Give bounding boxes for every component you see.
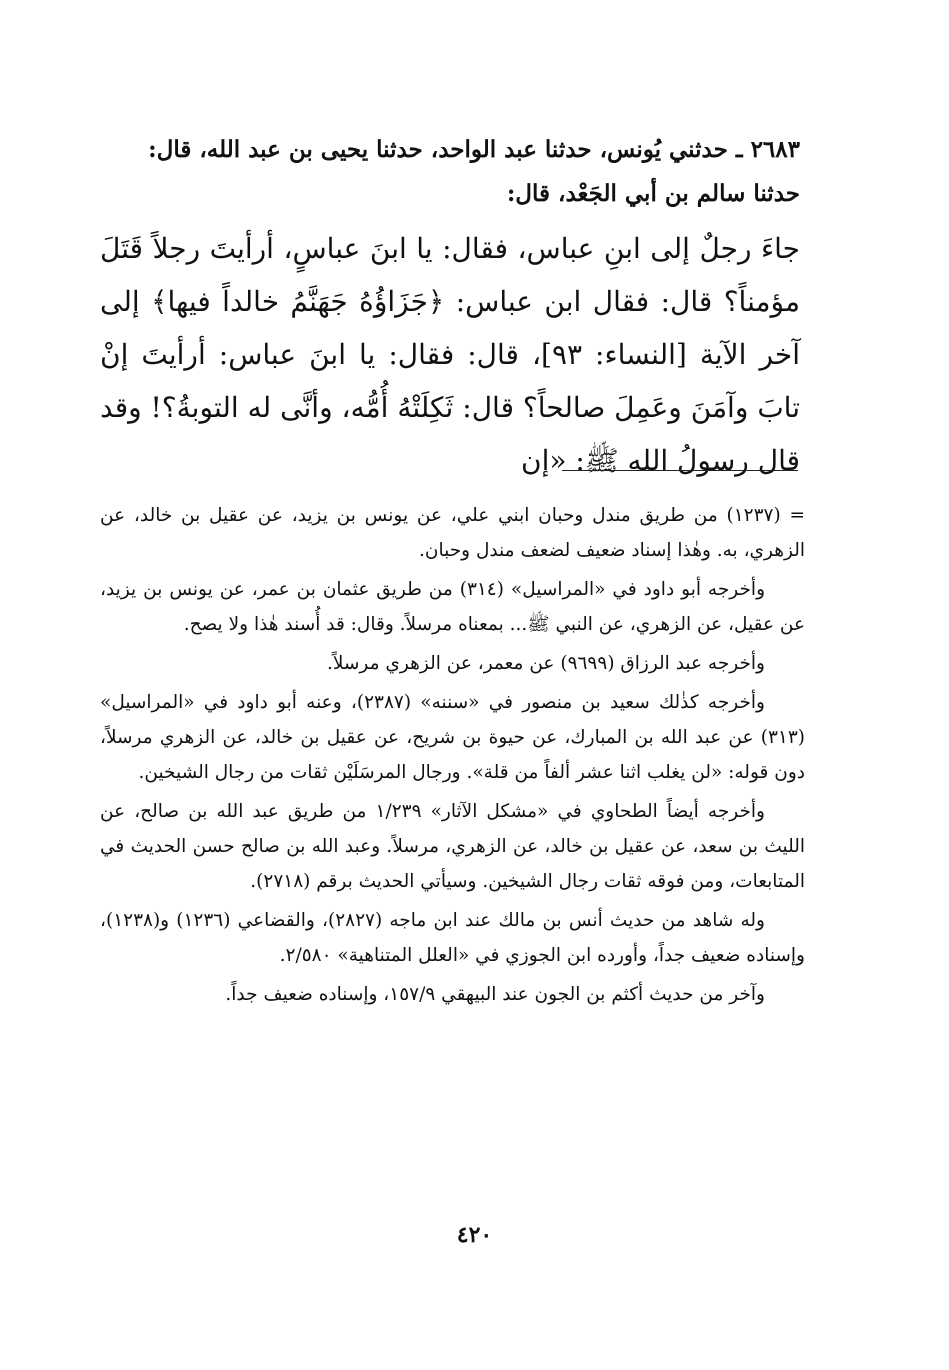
hadith-isnad-text: ـ حدثني يُونس، حدثنا عبد الواحد، حدثنا يحيى بن عبد الله، قال: حدثنا سالم بن أبي الجَعْد، قال: — [148, 136, 800, 207]
hadith-matn: جاءَ رجلٌ إلى ابنِ عباس، فقال: يا ابنَ عباسٍ، أرأيتَ رجلاً قَتَلَ مؤمناً؟ قال: فقال ابن عباس: ﴿جَزَاؤُهُ جَهَنَّمُ خالداً فيها﴾ إلى آخر الآية [النساء: ٩٣]، قال: فقال: يا ابنَ عباس: أرأيتَ إنْ تابَ وآمَنَ وعَمِلَ صالحاً؟ قال: ثَكِلَتْهُ أُمُّه، وأنَّى له التوبةُ؟! وقد قال رسولُ الله ﷺ: «إن — [100, 232, 800, 477]
hadith-isnad — [100, 128, 800, 216]
footnote-paragraph: وله شاهد من حديث أنس بن مالك عند ابن ماجه (٢٨٢٧)، والقضاعي (١٢٣٦) و(١٢٣٨)، وإسناده ضعيف جداً، وأورده ابن الجوزي في «العلل المتناهية» ٢/٥٨٠. — [100, 910, 805, 966]
main-text — [100, 128, 800, 487]
footnotes — [100, 498, 805, 1016]
footnote-paragraph: وآخر من حديث أكثم بن الجون عند البيهقي ١٥٧/٩، وإسناده ضعيف جداً. — [225, 984, 765, 1005]
page-number: ٤٢٠ — [456, 1222, 493, 1248]
hadith-number: ٢٦٨٣ — [750, 136, 800, 163]
footnote-paragraph: وأخرجه أيضاً الطحاوي في «مشكل الآثار» ١/٢٣٩ من طريق عبد الله بن صالح، عن الليث بن سعد، عن عقيل بن خالد، عن الزهري، مرسلاً. وعبد الله بن صالح حسن الحديث في المتابعات، ومن فوقه ثقات رجال الشيخين. وسيأتي الحديث برقم (٢٧١٨). — [100, 801, 805, 892]
footnote-paragraph: وأخرجه كذٰلك سعيد بن منصور في «سننه» (٢٣٨٧)، وعنه أبو داود في «المراسيل» (٣١٣) عن عبد الله بن المبارك، عن حيوة بن شريح، عن عقيل بن خالد، عن الزهري مرسلاً، دون قوله: «لن يغلب اثنا عشر ألفاً من قلة». ورجال المرسَلَيْن ثقات من رجال الشيخين. — [100, 692, 805, 783]
footnote-paragraph: وأخرجه عبد الرزاق (٩٦٩٩) عن معمر، عن الزهري مرسلاً. — [327, 653, 765, 674]
footnote-separator — [562, 470, 798, 471]
footnote-paragraph: وأخرجه أبو داود في «المراسيل» (٣١٤) من طريق عثمان بن عمر، عن يونس بن يزيد، عن عقيل، عن الزهري، عن النبي ﷺ... بمعناه مرسلاً. وقال: قد أُسند هٰذا ولا يصح. — [100, 579, 805, 635]
footnote-paragraph: = (١٢٣٧) من طريق مندل وحبان ابني علي، عن يونس بن يزيد، عن عقيل بن خالد، عن الزهري، به. وهٰذا إسناد ضعيف لضعف مندل وحبان. — [100, 505, 805, 561]
